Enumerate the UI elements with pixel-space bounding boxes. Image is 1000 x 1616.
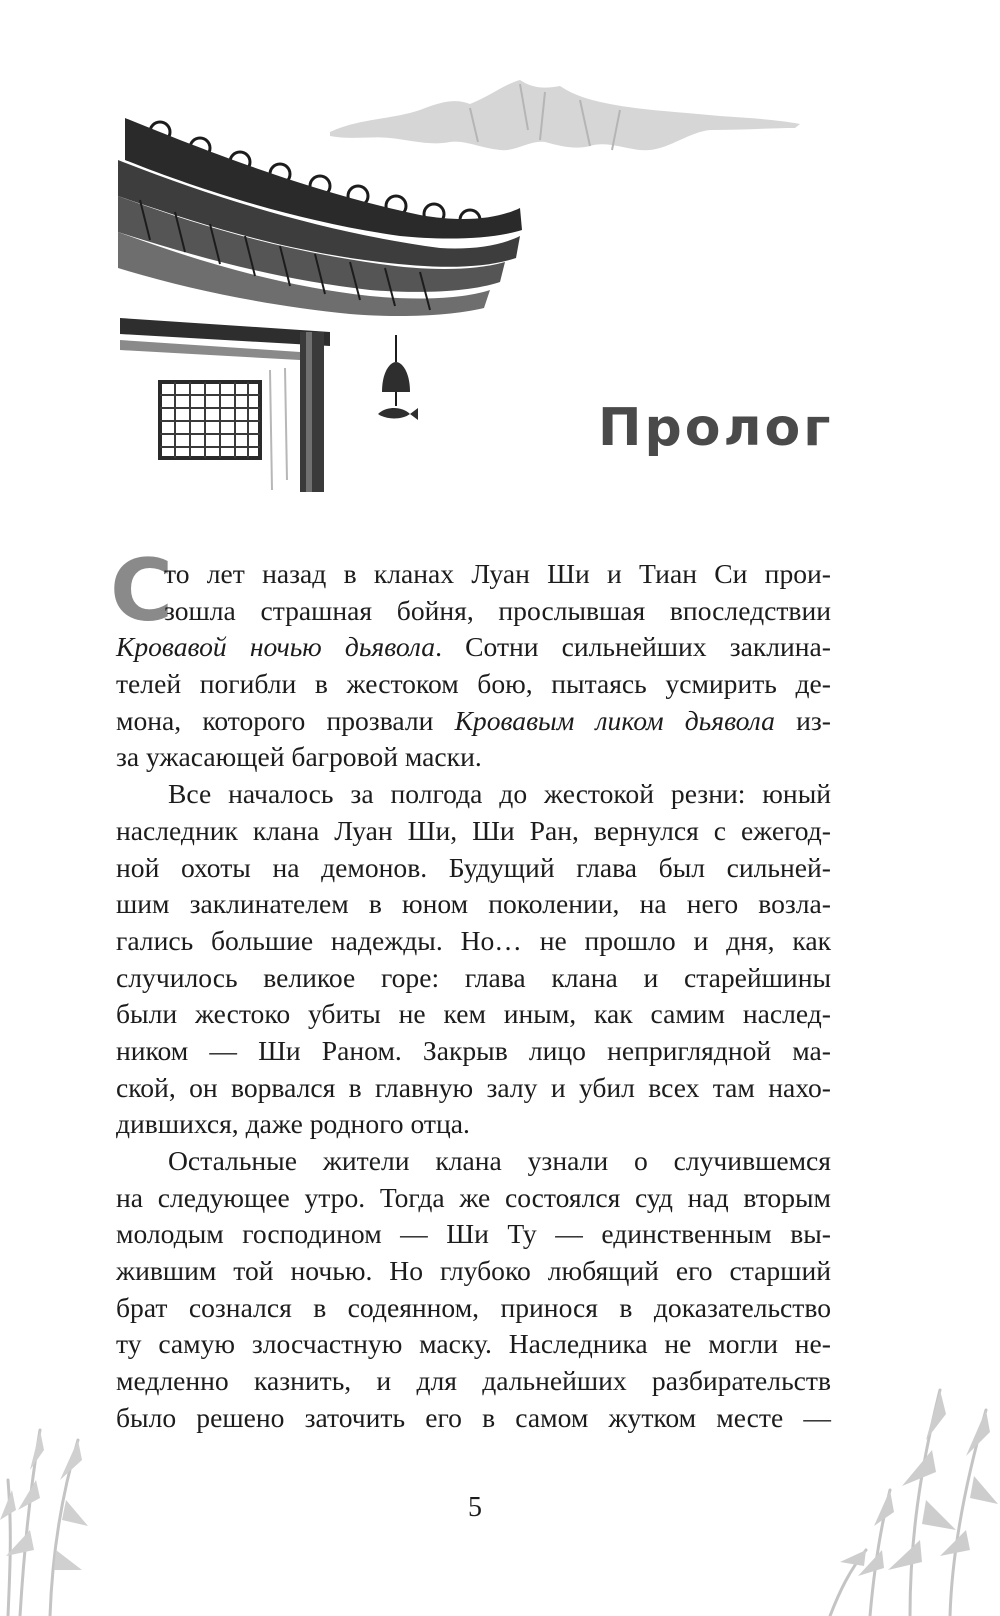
text-line: случилось великое горе: глава клана и старейшины: [116, 961, 831, 993]
text-line: медленно казнить, и для дальнейших разбирательств: [116, 1365, 831, 1397]
grass-illustration: [770, 1300, 1000, 1616]
text-line: телей погибли в жестоком бою, пытаясь усмирить де-: [116, 668, 831, 700]
text-line: Кровавой ночью дьявола. Сотни сильнейших заклина-: [116, 631, 831, 663]
mountain-illustration: [330, 80, 800, 150]
text-line: мона, которого прозвали Кровавым ликом дьявола из-: [116, 704, 831, 736]
wind-bell-icon: [378, 335, 418, 420]
text-line: дившихся, даже родного отца.: [116, 1108, 470, 1140]
header-illustration: [0, 0, 1000, 520]
text-line: шим заклинателем в юном поколении, на него возла-: [116, 888, 831, 920]
body-text: [116, 556, 831, 1437]
italic-phrase: Кровавым ликом дьявола: [454, 704, 775, 736]
text-line: молодым господином — Ши Ту — единственным вы-: [116, 1218, 831, 1250]
text-line: жившим той ночью. Но глубоко любящий его старший: [116, 1255, 831, 1287]
text-line: ту самую злосчастную маску. Наследника не могли не-: [116, 1328, 831, 1360]
text-line: Остальные жители клана узнали о случившемся: [168, 1145, 831, 1176]
text-line: на следующее утро. Тогда же состоялся суд над вторым: [116, 1181, 831, 1213]
text-line: зошла страшная бойня, прослывшая впоследствии: [164, 594, 831, 626]
text-line: было решено заточить его в самом жутком месте —: [116, 1401, 831, 1433]
grass-illustration: [0, 1330, 110, 1616]
page-number: 5: [468, 1492, 482, 1523]
text-line: ской, он ворвался в главную залу и убил всех там нахо-: [116, 1071, 831, 1103]
italic-phrase: Кровавой ночью дьявола: [116, 631, 436, 663]
text-line: то лет назад в кланах Луан Ши и Тиан Си прои-: [164, 558, 831, 589]
text-line: гались большие надежды. Но… не прошло и дня, как: [116, 924, 831, 956]
text-line: за ужасающей багровой маски.: [116, 741, 482, 773]
chapter-title: Пролог: [598, 398, 834, 458]
window-lattice: [160, 382, 260, 458]
text-line: Все началось за полгода до жестокой резни: юный: [168, 778, 831, 810]
pagoda-roof-illustration: [118, 118, 522, 492]
text-line: брат сознался в содеянном, принося в доказательство: [116, 1291, 831, 1323]
text-line: ной охоты на демонов. Будущий глава был сильней-: [116, 851, 831, 883]
text-line: ником — Ши Раном. Закрыв лицо неприглядной ма-: [116, 1034, 831, 1066]
drop-cap: С: [110, 541, 174, 641]
text-line: наследник клана Луан Ши, Ши Ран, вернулся с ежегод-: [116, 814, 831, 846]
text-line: были жестоко убиты не кем иным, как самим наслед-: [116, 998, 831, 1030]
